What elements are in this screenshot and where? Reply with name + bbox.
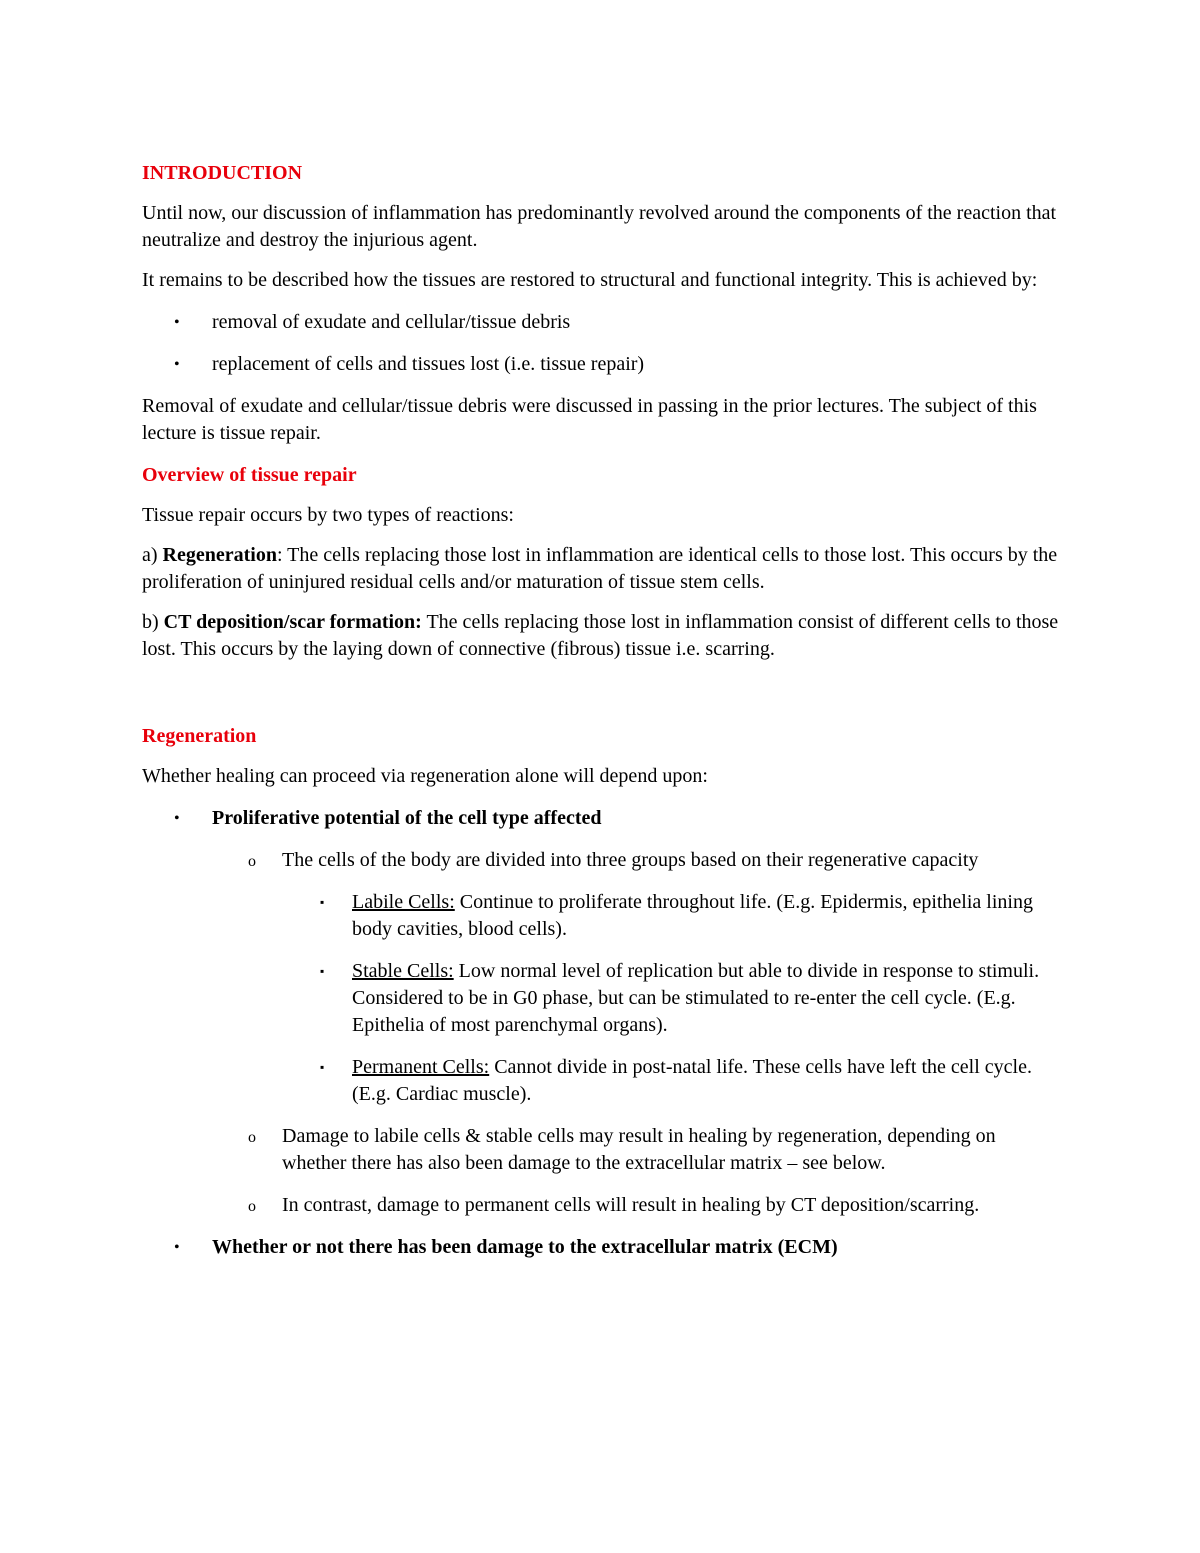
bullet-circle-icon: o bbox=[248, 1129, 256, 1146]
item-a-prefix: a) bbox=[142, 544, 163, 566]
item-b-prefix: b) bbox=[142, 611, 164, 633]
bullet-circle-icon: o bbox=[248, 853, 256, 870]
intro-paragraph-1: Until now, our discussion of inflammation has predominantly revolved around the components of the reaction that neutralize and destroy the injurious agent. bbox=[142, 202, 1057, 251]
item-b-text: The cells replacing those lost in inflammation consist of different cells to those lost. This occurs by the laying down of connective (fibrous) tissue i.e. scarring. bbox=[142, 611, 1059, 660]
bullet-disc-icon: • bbox=[174, 810, 180, 827]
sub-list-item-text: In contrast, damage to permanent cells will result in healing by CT deposition/scarring. bbox=[282, 1194, 980, 1216]
list-item bbox=[142, 351, 1062, 378]
sub-list bbox=[142, 847, 1062, 1219]
document-page bbox=[142, 160, 1062, 1261]
sub-list-item bbox=[142, 1192, 1062, 1219]
bullet-disc-icon: • bbox=[174, 314, 180, 331]
labile-term: Labile Cells: bbox=[352, 891, 455, 913]
overview-paragraph-1: Tissue repair occurs by two types of reactions: bbox=[142, 504, 514, 526]
bullet-square-icon: ▪ bbox=[320, 964, 325, 978]
stable-term: Stable Cells: bbox=[352, 960, 454, 982]
bullet-circle-icon: o bbox=[248, 1198, 256, 1215]
bullet-disc-icon: • bbox=[174, 1239, 180, 1256]
list-item bbox=[142, 309, 1062, 336]
list-item bbox=[142, 805, 1062, 1219]
item-b-term: CT deposition/scar formation: bbox=[163, 611, 422, 633]
stable-text: Low normal level of replication but able to divide in response to stimuli. Considered to be in G0 phase, but can be stimulated to re-enter the cell cycle. (E.g. Epithelia of most parenchymal organs). bbox=[352, 960, 1040, 1036]
list-item-text: Proliferative potential of the cell type affected bbox=[212, 807, 602, 829]
labile-text: Continue to proliferate throughout life. (E.g. Epidermis, epithelia lining body cavities, blood cells). bbox=[352, 891, 1033, 940]
heading-overview: Overview of tissue repair bbox=[142, 464, 357, 486]
cell-type-item-labile bbox=[142, 889, 1062, 943]
sub-list-item bbox=[142, 1123, 1062, 1177]
list-item-text: removal of exudate and cellular/tissue debris bbox=[212, 311, 571, 333]
sub-list-item-text: The cells of the body are divided into three groups based on their regenerative capacity bbox=[282, 849, 979, 871]
regeneration-bullet-list bbox=[142, 805, 1062, 1261]
item-a-text: : The cells replacing those lost in inflammation are identical cells to those lost. This occurs by the proliferation of uninjured residual cells and/or maturation of tissue stem cells. bbox=[142, 544, 1058, 593]
sub-list-item-text: Damage to labile cells & stable cells may result in healing by regeneration, depending on whether there has also been damage to the extracellular matrix – see below. bbox=[282, 1125, 996, 1174]
cell-type-item-stable bbox=[142, 958, 1062, 1039]
overview-item-a bbox=[142, 542, 1062, 596]
sub-list-item bbox=[142, 847, 1062, 1108]
item-a-term: Regeneration bbox=[162, 544, 277, 566]
list-item-text: Whether or not there has been damage to the extracellular matrix (ECM) bbox=[212, 1236, 838, 1258]
list-item-text: replacement of cells and tissues lost (i.e. tissue repair) bbox=[212, 353, 645, 375]
regeneration-paragraph-1: Whether healing can proceed via regeneration alone will depend upon: bbox=[142, 765, 708, 787]
intro-paragraph-3: Removal of exudate and cellular/tissue debris were discussed in passing in the prior lectures. The subject of this lecture is tissue repair. bbox=[142, 395, 1037, 444]
permanent-term: Permanent Cells: bbox=[352, 1056, 490, 1078]
cell-type-item-permanent bbox=[142, 1054, 1062, 1108]
cell-types-list bbox=[142, 889, 1062, 1108]
intro-bullet-list bbox=[142, 309, 1062, 378]
heading-introduction: INTRODUCTION bbox=[142, 162, 303, 184]
list-item bbox=[142, 1234, 1062, 1261]
bullet-disc-icon: • bbox=[174, 356, 180, 373]
bullet-square-icon: ▪ bbox=[320, 1060, 325, 1074]
bullet-square-icon: ▪ bbox=[320, 895, 325, 909]
intro-paragraph-2: It remains to be described how the tissues are restored to structural and functional integrity. This is achieved by: bbox=[142, 269, 1038, 291]
overview-item-b bbox=[142, 609, 1062, 663]
heading-regeneration: Regeneration bbox=[142, 725, 257, 747]
permanent-text: Cannot divide in post-natal life. These cells have left the cell cycle. (E.g. Cardiac muscle). bbox=[352, 1056, 1032, 1105]
